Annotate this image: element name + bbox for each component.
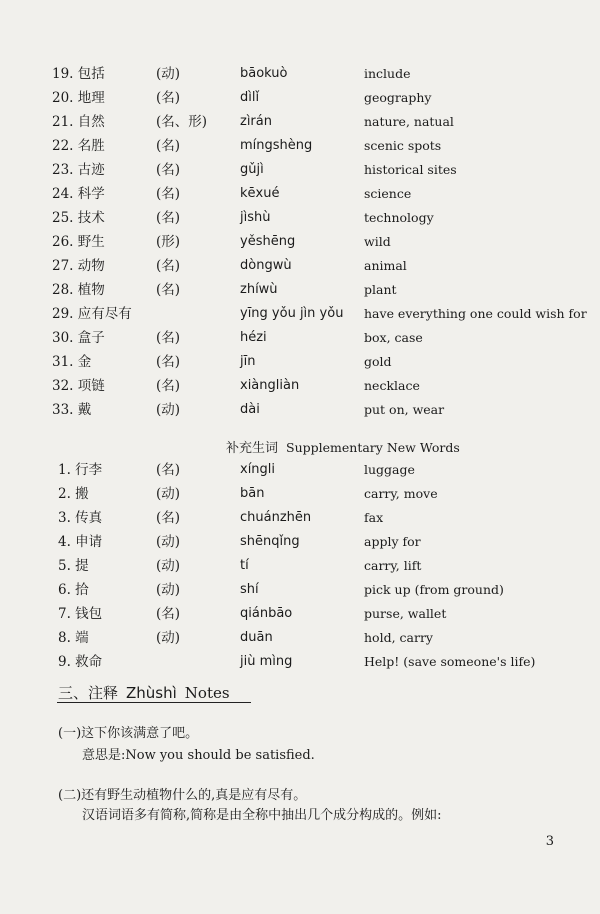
supplementary-title (226, 437, 460, 456)
vocab-row (0, 374, 600, 398)
vocab-english: have everything one could wish for (364, 306, 587, 321)
vocab-word: 33. 戴 (52, 402, 92, 418)
heading-underline (57, 702, 251, 703)
supplementary-title-en: Supplementary New Words (286, 440, 460, 455)
supp-english: hold, carry (364, 630, 433, 645)
supp-pinyin: qiánbāo (240, 606, 293, 621)
vocab-english: box, case (364, 330, 423, 345)
vocab-word: 19. 包括 (52, 66, 105, 82)
supp-row (0, 554, 600, 578)
supp-row (0, 602, 600, 626)
vocab-pos: (名) (156, 258, 181, 274)
page-number: 3 (545, 834, 554, 849)
vocab-pinyin: jīn (240, 354, 256, 369)
supp-pinyin: duān (240, 630, 273, 645)
supp-row (0, 530, 600, 554)
vocab-row (0, 110, 600, 134)
supp-pos: (动) (156, 630, 181, 646)
supp-pos: (名) (156, 462, 181, 478)
vocab-english: scenic spots (364, 138, 442, 153)
vocab-pos: (名) (156, 210, 181, 226)
supp-english: carry, lift (364, 558, 422, 573)
vocab-pinyin: yīng yǒu jìn yǒu (240, 306, 344, 321)
vocab-pinyin: zìrán (240, 114, 272, 129)
note1-meaning: 意思是:Now you should be satisfied. (82, 748, 315, 763)
vocab-pos: (形) (156, 234, 181, 250)
supp-pinyin: xíngli (240, 462, 276, 477)
supp-word: 2. 搬 (58, 486, 89, 502)
supp-pos: (动) (156, 558, 181, 574)
vocab-english: plant (364, 282, 397, 297)
vocab-english: animal (364, 258, 407, 273)
supplementary-title-zh: 补充生词 (226, 441, 279, 456)
note2-title: (二)还有野生动植物什么的,真是应有尽有。 (58, 788, 307, 803)
vocab-english: wild (364, 234, 391, 249)
supp-pinyin: shí (240, 582, 259, 597)
vocab-pos: (名) (156, 186, 181, 202)
vocab-pos: (名) (156, 282, 181, 298)
supp-word: 3. 传真 (58, 510, 103, 526)
vocab-row (0, 158, 600, 182)
supp-english: Help! (save someone's life) (364, 654, 536, 669)
vocab-english: science (364, 186, 412, 201)
vocab-row (0, 398, 600, 422)
supp-word: 1. 行李 (58, 462, 103, 478)
vocab-row (0, 206, 600, 230)
supp-english: pick up (from ground) (364, 582, 504, 597)
vocab-pinyin: hézi (240, 330, 267, 345)
vocab-row (0, 278, 600, 302)
vocab-row (0, 134, 600, 158)
supp-row (0, 458, 600, 482)
vocab-english: nature, natual (364, 114, 454, 129)
supp-word: 6. 拾 (58, 582, 89, 598)
vocab-pos: (动) (156, 402, 181, 418)
vocab-word: 20. 地理 (52, 90, 105, 106)
notes-heading-en: Notes (184, 684, 230, 702)
vocab-english: gold (364, 354, 392, 369)
supp-pos: (动) (156, 534, 181, 550)
note1-title: (一)这下你该满意了吧。 (58, 726, 199, 741)
note2-text: 汉语词语多有简称,简称是由全称中抽出几个成分构成的。例如: (82, 808, 442, 823)
vocab-pos: (名) (156, 138, 181, 154)
vocab-word: 22. 名胜 (52, 138, 105, 154)
supp-word: 8. 端 (58, 630, 89, 646)
supp-row (0, 482, 600, 506)
supp-pinyin: shēnqǐng (240, 534, 300, 549)
vocab-pinyin: jìshù (240, 210, 271, 225)
supp-english: apply for (364, 534, 421, 549)
vocab-word: 29. 应有尽有 (52, 306, 132, 322)
vocab-pinyin: dìlǐ (240, 90, 260, 105)
supp-english: fax (364, 510, 384, 525)
notes-heading-zh: 三、注释 (58, 684, 119, 702)
vocab-pos: (名) (156, 330, 181, 346)
supp-pinyin: chuánzhēn (240, 510, 312, 525)
vocab-word: 27. 动物 (52, 258, 105, 274)
vocab-row (0, 86, 600, 110)
vocab-pos: (名) (156, 354, 181, 370)
vocab-pos: (名) (156, 378, 181, 394)
vocab-row (0, 230, 600, 254)
supp-english: luggage (364, 462, 415, 477)
vocab-pinyin: xiàngliàn (240, 378, 300, 393)
vocab-row (0, 326, 600, 350)
vocab-word: 26. 野生 (52, 234, 105, 250)
vocab-row (0, 302, 600, 326)
vocab-row (0, 254, 600, 278)
supp-pinyin: jiù mìng (240, 654, 293, 669)
supp-pinyin: tí (240, 558, 249, 573)
supp-pinyin: bān (240, 486, 265, 501)
vocab-english: technology (364, 210, 434, 225)
vocab-word: 31. 金 (52, 354, 92, 370)
vocab-pinyin: dài (240, 402, 260, 417)
supp-row (0, 506, 600, 530)
supp-row (0, 626, 600, 650)
vocab-pinyin: zhíwù (240, 282, 278, 297)
vocab-pos: (动) (156, 66, 181, 82)
vocab-word: 21. 自然 (52, 114, 105, 130)
vocab-english: geography (364, 90, 432, 105)
vocab-word: 28. 植物 (52, 282, 105, 298)
vocab-pos: (名) (156, 162, 181, 178)
vocab-word: 24. 科学 (52, 186, 105, 202)
vocab-english: necklace (364, 378, 420, 393)
supp-english: purse, wallet (364, 606, 447, 621)
supp-english: carry, move (364, 486, 438, 501)
notes-heading-pinyin: Zhùshì (126, 684, 177, 702)
vocab-english: include (364, 66, 411, 81)
vocab-pinyin: bāokuò (240, 66, 288, 81)
vocab-pinyin: míngshèng (240, 138, 313, 153)
vocab-row (0, 350, 600, 374)
vocab-pos: (名、形) (156, 114, 208, 130)
supp-pos: (动) (156, 486, 181, 502)
vocab-pinyin: kēxué (240, 186, 280, 201)
supp-word: 9. 救命 (58, 654, 103, 670)
vocab-english: put on, wear (364, 402, 445, 417)
vocab-pos: (名) (156, 90, 181, 106)
vocab-pinyin: yěshēng (240, 234, 296, 249)
vocab-row (0, 182, 600, 206)
supp-pos: (名) (156, 510, 181, 526)
supp-row (0, 578, 600, 602)
supp-word: 4. 申请 (58, 534, 103, 550)
supp-pos: (动) (156, 582, 181, 598)
notes-heading (58, 682, 230, 703)
vocab-pinyin: dòngwù (240, 258, 292, 273)
supp-word: 5. 提 (58, 558, 89, 574)
vocab-word: 30. 盒子 (52, 330, 105, 346)
vocab-english: historical sites (364, 162, 457, 177)
vocab-row (0, 62, 600, 86)
vocab-word: 32. 项链 (52, 378, 105, 394)
supp-word: 7. 钱包 (58, 606, 103, 622)
supp-pos: (名) (156, 606, 181, 622)
vocab-pinyin: gǔjì (240, 162, 264, 177)
vocab-word: 25. 技术 (52, 210, 105, 226)
vocab-word: 23. 古迹 (52, 162, 105, 178)
supp-row (0, 650, 600, 674)
